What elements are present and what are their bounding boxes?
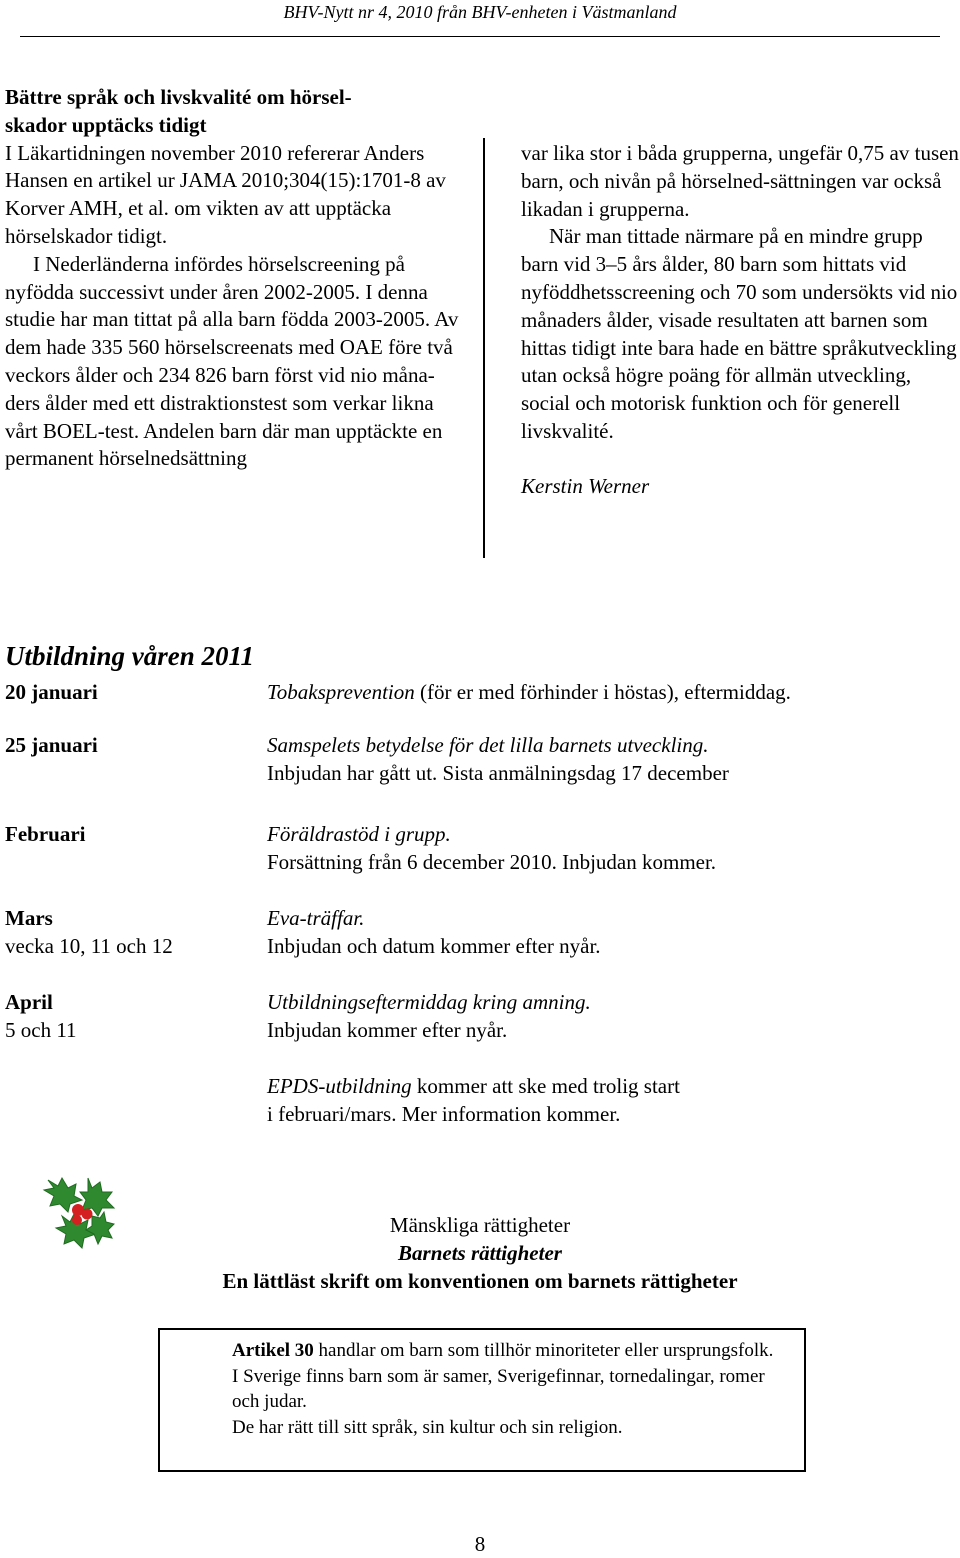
course-title: Eva-träffar. [267, 906, 365, 930]
course-date: Mars [5, 906, 53, 930]
course-detail: Inbjudan kommer efter nyår. [267, 1018, 508, 1042]
courses-title: Utbildning våren 2011 [5, 641, 255, 671]
course-detail: i februari/mars. Mer information kommer. [267, 1102, 621, 1126]
course-detail: Inbjudan och datum kommer efter nyår. [267, 934, 601, 958]
column-divider [483, 138, 485, 558]
article-line-2: I Sverige finns barn som är samer, Sverigefinnar, tornedalingar, romer och judar. [232, 1365, 765, 1413]
article-line-3: De har rätt till sitt språk, sin kultur och sin religion. [232, 1416, 623, 1438]
article-left-column [5, 84, 460, 473]
holly-icon [40, 1172, 118, 1254]
course-date-detail: vecka 10, 11 och 12 [5, 934, 173, 958]
article-signature: Kerstin Werner [521, 473, 650, 498]
article-heading-line1: Bättre språk och livskvalité om hörsel- [5, 85, 352, 109]
course-date: April [5, 990, 53, 1014]
rights-subheading: Barnets rättigheter [398, 1241, 562, 1265]
page-header: BHV-Nytt nr 4, 2010 från BHV-enheten i Västmanland [283, 2, 677, 22]
article-heading-line2: skador upptäcks tidigt [5, 112, 207, 137]
header-divider [20, 36, 940, 37]
course-title: Föräldrastöd i grupp. [267, 822, 451, 846]
course-title: EPDS-utbildning [267, 1074, 412, 1098]
article-paragraph-1: I Nederländerna infördes hörselscreening på nyfödda successivt under åren 2002-2005. I denna studie har man tittat på alla barn födda 2003-2005. Av dem hade 335 560 hörselscreenats med OAE före två veckors ålder och 234 826 barn först vid nio måna-ders ålder med ett distraktionstest som verkar likna vårt BOEL-test. Andelen barn där man upptäckte en permanent hörselnedsättning [5, 251, 459, 471]
course-detail: Inbjudan har gått ut. Sista anmälningsdag 17 december [267, 761, 729, 785]
course-title-rest: kommer att ske med trolig start [411, 1074, 680, 1098]
article-text: handlar om barn som tillhör minoriteter eller ursprungsfolk. [313, 1340, 774, 1361]
rights-tagline: En lättläst skrift om konventionen om barnets rättigheter [222, 1269, 738, 1293]
course-detail: Forsättning från 6 december 2010. Inbjudan kommer. [267, 850, 717, 874]
article-paragraph-3: När man tittade närmare på en mindre grupp barn vid 3–5 års ålder, 80 barn som hittats vid nyföddhetsscreening och 70 som undersökts vid nio månaders ålder, visade resultaten att barnen som hittas tidigt inte bara hade en bättre språkutveckling utan också högre poäng för allmän utveckling, social och motorisk funktion och för generell livskvalité. [521, 224, 958, 443]
page-number: 8 [474, 1532, 486, 1556]
course-date-detail: 5 och 11 [5, 1018, 77, 1042]
rights-heading: Mänskliga rättigheter [389, 1213, 571, 1237]
article-30-box [158, 1328, 806, 1472]
article-right-column [521, 140, 960, 501]
course-title: Samspelets betydelse för det lilla barnets utveckling. [267, 733, 709, 757]
course-title: Utbildningseftermiddag kring amning. [267, 990, 591, 1014]
course-title: Tobaksprevention [267, 680, 415, 704]
course-date: Februari [5, 822, 86, 846]
course-date: 20 januari [5, 680, 98, 704]
course-title-rest: (för er med förhinder i höstas), eftermiddag. [414, 680, 791, 704]
course-date: 25 januari [5, 733, 98, 757]
article-paragraph-2: var lika stor i båda grupperna, ungefär 0,75 av tusen barn, och nivån på hörselned-sättningen var också likadan i grupperna. [521, 141, 959, 221]
article-intro: I Läkartidningen november 2010 refererar Anders Hansen en artikel ur JAMA 2010;304(15):1701-8 av Korver AMH, et al. om vikten av att upptäcka hörselskador tidigt. [5, 140, 446, 248]
article-label: Artikel 30 [232, 1340, 314, 1361]
